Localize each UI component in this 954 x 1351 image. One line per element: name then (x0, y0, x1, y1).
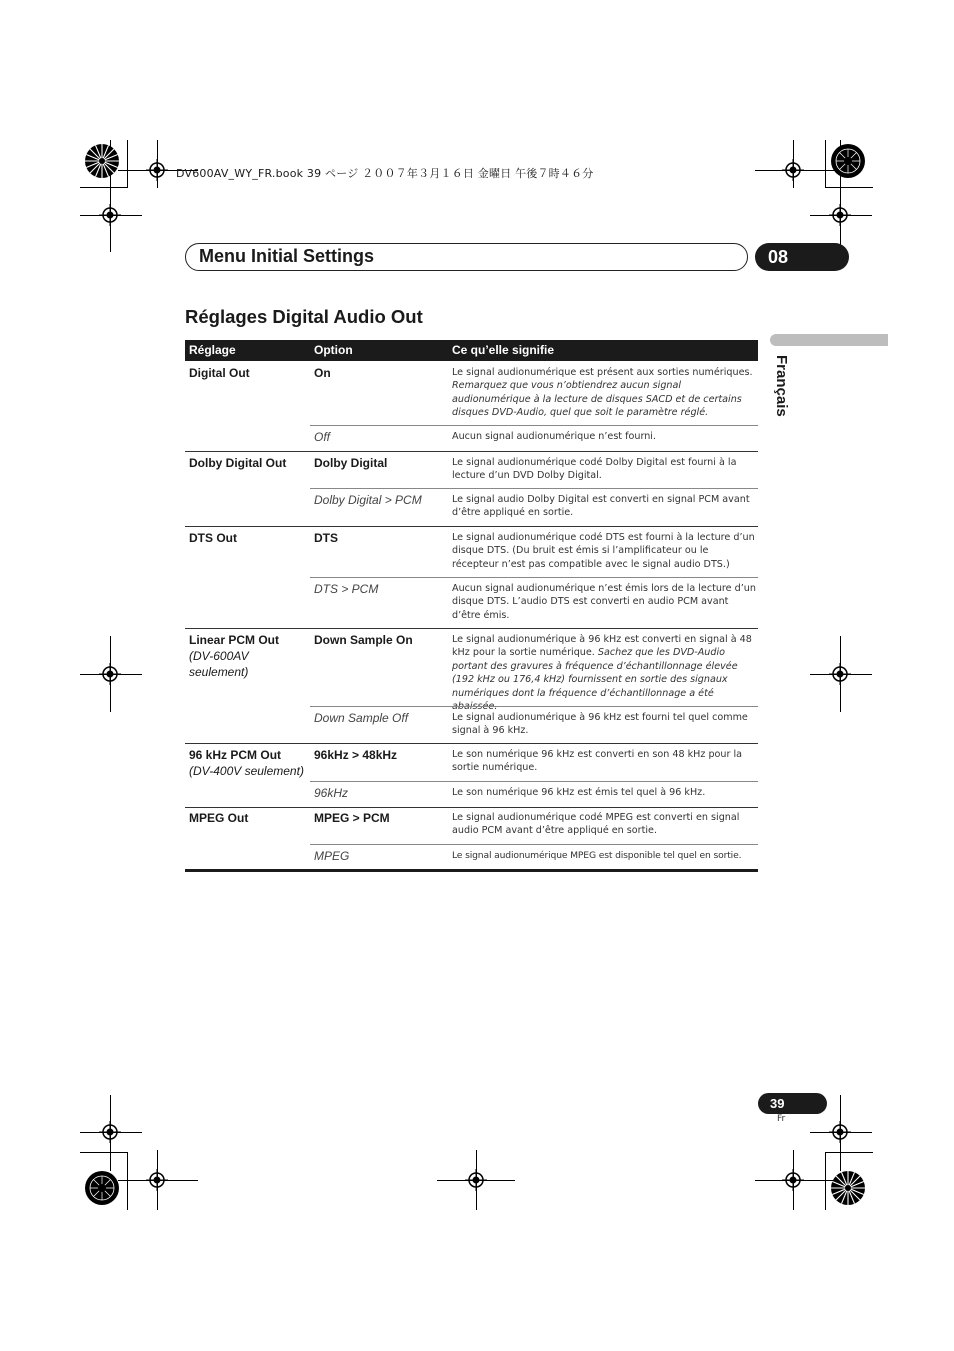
row-divider (310, 781, 758, 782)
option-value: Dolby Digital > PCM (314, 493, 422, 507)
option-value: 96kHz (314, 786, 349, 800)
language-tab (770, 334, 888, 346)
option-description: Aucun signal audionumérique n’est fourni. (452, 431, 657, 442)
registration-mark-icon (829, 204, 851, 226)
section-title: Réglages Digital Audio Out (185, 306, 423, 327)
setting-name: DTS Out (189, 531, 237, 545)
option-description: Le signal audionumérique codé MPEG est converti en signal audio PCM avant d’être appliqué en sortie. (452, 812, 740, 837)
setting-name: Digital Out (189, 366, 250, 380)
registration-mark-icon (99, 1121, 121, 1143)
option-description: Le signal audionumérique à 96 kHz est fourni tel quel comme signal à 96 kHz. (452, 712, 748, 737)
option-description: Le signal audionumérique à 96 kHz est converti en signal à 48 kHz pour la sortie numérique. Sachez que les DVD-Audio portant des gravures à fréquence d’échantillonnage élevée (192 kHz ou 176,4 kHz) fournissent en sortie des signaux numériques dont la fréquence d’échantillonnage a été (452, 634, 752, 699)
setting-name: Linear PCM Out (DV-600AV seulement) (189, 632, 309, 680)
option-description: Le son numérique 96 kHz est converti en son 48 kHz pour la sortie numérique. (452, 749, 743, 774)
registration-mark-icon (829, 1121, 851, 1143)
registration-mark-icon (146, 159, 168, 181)
option-value: Dolby Digital (314, 456, 388, 470)
row-divider (310, 488, 758, 489)
table-header (185, 340, 758, 361)
row-divider (310, 577, 758, 578)
option-value: Down Sample On (314, 633, 413, 647)
registration-mark-icon (99, 204, 121, 226)
row-divider (310, 706, 758, 707)
row-divider (310, 844, 758, 845)
option-description: Aucun signal audionumérique n’est émis lors de la lecture d’un disque DTS. L’audio DTS est converti en audio PCM avant d’être émis. (452, 583, 756, 621)
registration-mark-icon (99, 663, 121, 685)
option-description: Le signal audionumérique MPEG est disponible tel quel en sortie. (452, 850, 742, 861)
option-value: 96kHz > 48kHz (314, 748, 398, 762)
option-description: Le signal audionumérique codé DTS est fourni à la lecture d’un disque DTS. (Du bruit est émis si l’amplificateur ou le récepteur n’est pas compatible avec le signal audio DTS.) (452, 532, 755, 570)
option-description: Le signal audionumérique codé Dolby Digital est fourni à la lecture d’un DVD Dolby Digital. (452, 457, 737, 482)
setting-name: MPEG Out (189, 811, 249, 825)
option-value: Off (314, 430, 331, 444)
sunburst-target-icon (830, 143, 866, 179)
row-divider (185, 526, 758, 527)
chapter-number: 08 (755, 243, 849, 271)
option-description: Le signal audionumérique est présent aux sorties numériques. Remarquez que vous n’obtiendrez aucun signal audionumérique à la lecture de disques SACD et de certains disques DVD-Audio, quel que soit le paramètre réglé. (452, 367, 753, 419)
sunburst-target-icon (84, 143, 120, 179)
table-bottom-rule (185, 869, 758, 872)
option-value: Down Sample Off (314, 711, 409, 725)
row-divider (185, 743, 758, 744)
sunburst-target-icon (84, 1170, 120, 1206)
column-header-option: Option (314, 343, 353, 357)
option-value: DTS > PCM (314, 582, 379, 596)
option-description: Le son numérique 96 kHz est émis tel quel à 96 kHz. (452, 787, 706, 798)
page-language-code: Fr (777, 1114, 786, 1124)
option-value: DTS (314, 531, 338, 545)
page-number: 39 (758, 1093, 827, 1114)
setting-name: 96 kHz PCM Out (DV-400V seulement) (189, 747, 309, 779)
column-header-setting: Réglage (189, 343, 236, 357)
row-divider (185, 807, 758, 808)
registration-mark-icon (829, 663, 851, 685)
row-divider (310, 425, 758, 426)
file-info: DV600AV_WY_FR.book 39 ページ ２００７年３月１６日 金曜日 午後７時４６分 (176, 167, 594, 180)
option-value: MPEG > PCM (314, 811, 390, 825)
option-value: MPEG (314, 849, 350, 863)
setting-name: Dolby Digital Out (189, 456, 287, 470)
page-title: Menu Initial Settings (199, 246, 375, 266)
setting-note: (DV-400V seulement) (189, 764, 304, 778)
option-description: Le signal audio Dolby Digital est converti en signal PCM avant d’être appliqué en sortie. (452, 494, 750, 519)
registration-mark-icon (465, 1169, 487, 1191)
registration-mark-icon (782, 159, 804, 181)
row-divider (185, 451, 758, 452)
setting-note: (DV-600AV seulement) (189, 649, 249, 679)
registration-mark-icon (782, 1169, 804, 1191)
option-value: On (314, 366, 331, 380)
language-label: Français (773, 355, 790, 417)
registration-mark-icon (146, 1169, 168, 1191)
row-divider (185, 628, 758, 629)
sunburst-target-icon (830, 1170, 866, 1206)
column-header-meaning: Ce qu’elle signifie (452, 343, 555, 357)
